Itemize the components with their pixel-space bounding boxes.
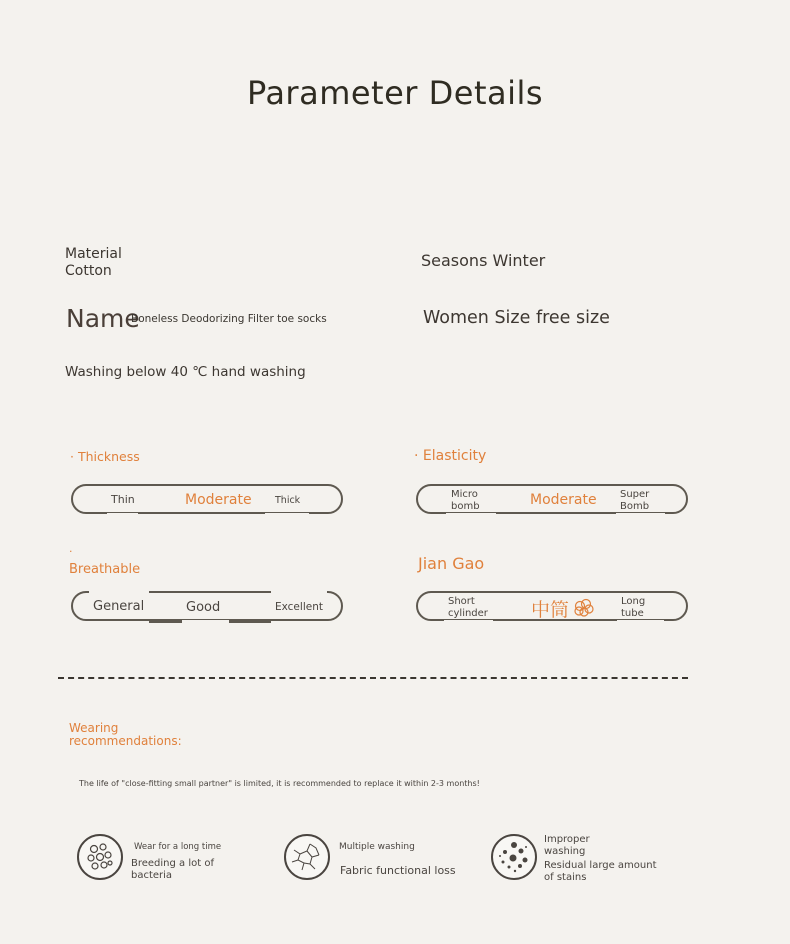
item1-top: Wear for a long time xyxy=(134,842,222,852)
section-divider xyxy=(58,677,688,679)
breathable-label: Breathable xyxy=(69,562,141,577)
material-value: Cotton xyxy=(65,263,112,279)
seasons-param: Seasons Winter xyxy=(421,251,546,270)
jian-gao-label: Jian Gao xyxy=(418,554,485,573)
thickness-thin: Thin xyxy=(111,493,135,506)
name-value: Boneless Deodorizing Filter toe socks xyxy=(131,313,327,325)
jian-gao-middle: 中筒 xyxy=(531,599,570,621)
jian-gao-short: Short cylinder xyxy=(448,596,488,619)
cotton-icon xyxy=(572,598,596,618)
page-title: Parameter Details xyxy=(246,74,544,112)
item2-top: Multiple washing xyxy=(339,842,415,852)
elasticity-super-bomb: Super Bomb xyxy=(620,489,650,512)
elasticity-moderate: Moderate xyxy=(530,492,597,508)
material-param xyxy=(65,246,122,280)
wearing-heading: Wearing recommendations: xyxy=(69,721,182,748)
breathable-good: Good xyxy=(186,600,221,615)
item1-bottom: Breeding a lot of bacteria xyxy=(131,858,214,881)
breathable-general: General xyxy=(93,599,145,614)
stain-dots-icon xyxy=(491,834,537,880)
wearing-note: The life of "close-fitting small partner" is limited, it is recommended to replace it within 2-3 months! xyxy=(79,779,480,788)
material-label: Material xyxy=(65,246,122,262)
name-label: Name xyxy=(66,304,140,333)
breathable-dot: · xyxy=(69,545,73,558)
washing-param: Washing below 40 ℃ hand washing xyxy=(65,364,306,380)
women-size-param: Women Size free size xyxy=(423,308,610,328)
bacteria-icon xyxy=(77,834,123,880)
thickness-thick: Thick xyxy=(275,495,301,506)
fabric-crack-icon xyxy=(284,834,330,880)
jian-gao-long: Long tube xyxy=(621,596,646,619)
breathable-excellent: Excellent xyxy=(275,601,323,613)
elasticity-micro-bomb: Micro bomb xyxy=(451,489,480,512)
thickness-moderate: Moderate xyxy=(185,492,252,508)
elasticity-label: · Elasticity xyxy=(414,448,487,464)
item3-top: Improper washing xyxy=(544,834,590,857)
thickness-label: · Thickness xyxy=(70,449,140,464)
item3-bottom: Residual large amount of stains xyxy=(544,860,657,883)
item2-bottom: Fabric functional loss xyxy=(340,864,456,877)
